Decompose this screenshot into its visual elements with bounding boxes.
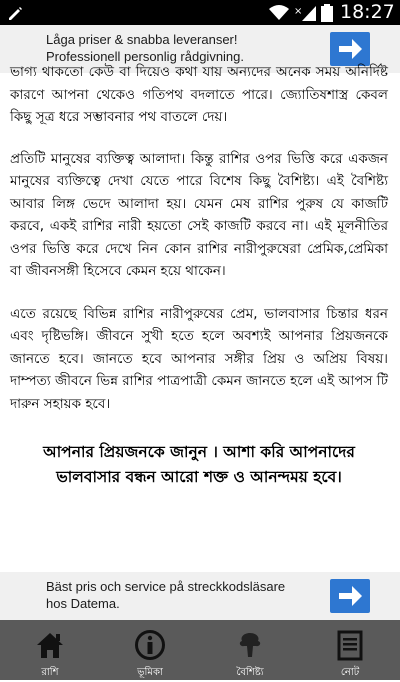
paragraph: প্রতিটি মানুষের ব্যক্তিত্ব আলাদা। কিন্তু রাশির ওপর ভিত্তি করে একজন মানুষের ব্যক্তিত্বে দেখা যেতে পারে বিশেষ কিছু বৈশিষ্ট্য। এই বৈশিষ্ট্য আবার লিঙ্গ ভেদে আলাদা হয়। যেমন মেষ রাশির পুরুষ যে কাজটি করবে, একই রাশির নারী হয়তো সেই কাজটি করবে না। এই মূলনীতির ওপর ভিত্তি করে দেখে নিন কোন রাশির নারীপুরুষেরা প্রেমিক,প্রেমিকা বা জীবনসঙ্গী হিসেবে কেমন হয়ে থাকেন। [10, 150, 388, 279]
nav-item-note[interactable] [300, 620, 400, 680]
nav-label: নোট [340, 667, 360, 678]
pencil-icon [6, 4, 24, 22]
ad-subline: hos Datema. [46, 596, 120, 611]
ad-banner-bottom[interactable] [0, 572, 400, 620]
arrow-right-icon [330, 579, 370, 613]
ad-open-button[interactable] [330, 579, 370, 613]
ad-subline: Professionell personlig rådgivning. [46, 49, 245, 64]
nav-label: ভূমিকা [137, 667, 163, 678]
nav-label: বৈশিষ্ট্য [236, 667, 264, 678]
ad-text[interactable] [46, 31, 316, 65]
wifi-icon [268, 4, 290, 22]
content-scroll-area[interactable] [10, 64, 388, 572]
nav-item-boishishtyo[interactable] [200, 620, 300, 680]
notes-icon [334, 629, 366, 661]
nav-item-rashi[interactable] [0, 620, 100, 680]
battery-icon [319, 4, 335, 22]
ad-headline: Bäst pris och service på streckkodsläsare [46, 579, 286, 594]
ad-headline: Låga priser & snabba leveranser! [46, 32, 238, 47]
info-icon [134, 629, 166, 661]
tree-icon [234, 629, 266, 661]
status-bar [0, 0, 400, 25]
status-time: 18:27 [340, 1, 395, 23]
nav-item-bhumika[interactable] [100, 620, 200, 680]
bottom-navigation [0, 620, 400, 680]
no-data-icon: × [294, 6, 303, 17]
signal-icon [302, 4, 316, 22]
paragraph: ভাগ্য থাকতো কেউ বা দিয়েও কথা যায় অন্যদের অনেক সময় অনির্দিষ্ট কারণে আপনা থেকেও গতিপথ বদলাতে পারে। জ্যোতিষশাস্ত্র কেবল কিছু সূত্র ধরে সম্ভাবনার পথ বাতলে দেয়। [10, 64, 388, 125]
ad-text[interactable] [46, 578, 316, 612]
nav-label: রাশি [41, 667, 59, 678]
home-icon [34, 629, 66, 661]
closing-message: আপনার প্রিয়জনকে জানুন । আশা করি আপনাদের ভালবাসার বন্ধন আরো শক্ত ও আনন্দময় হবে। [43, 443, 355, 486]
paragraph: এতে রয়েছে বিভিন্ন রাশির নারীপুরুষের প্রেম, ভালবাসার চিন্তার ধরন এবং দৃষ্টিভঙ্গি। জীবনে সুখী হতে হলে অবশ্যই আপনার প্রিয়জনকে জানতে হবে। জানতে হবে আপনার সঙ্গীর প্রিয় ও অপ্রিয় বিষয়। দাম্পত্য জীবনে ভিন্ন রাশির পাত্রপাত্রী কেমন জানতে হলে এই আপস টি দারুন সহায়ক হবে। [10, 305, 388, 412]
